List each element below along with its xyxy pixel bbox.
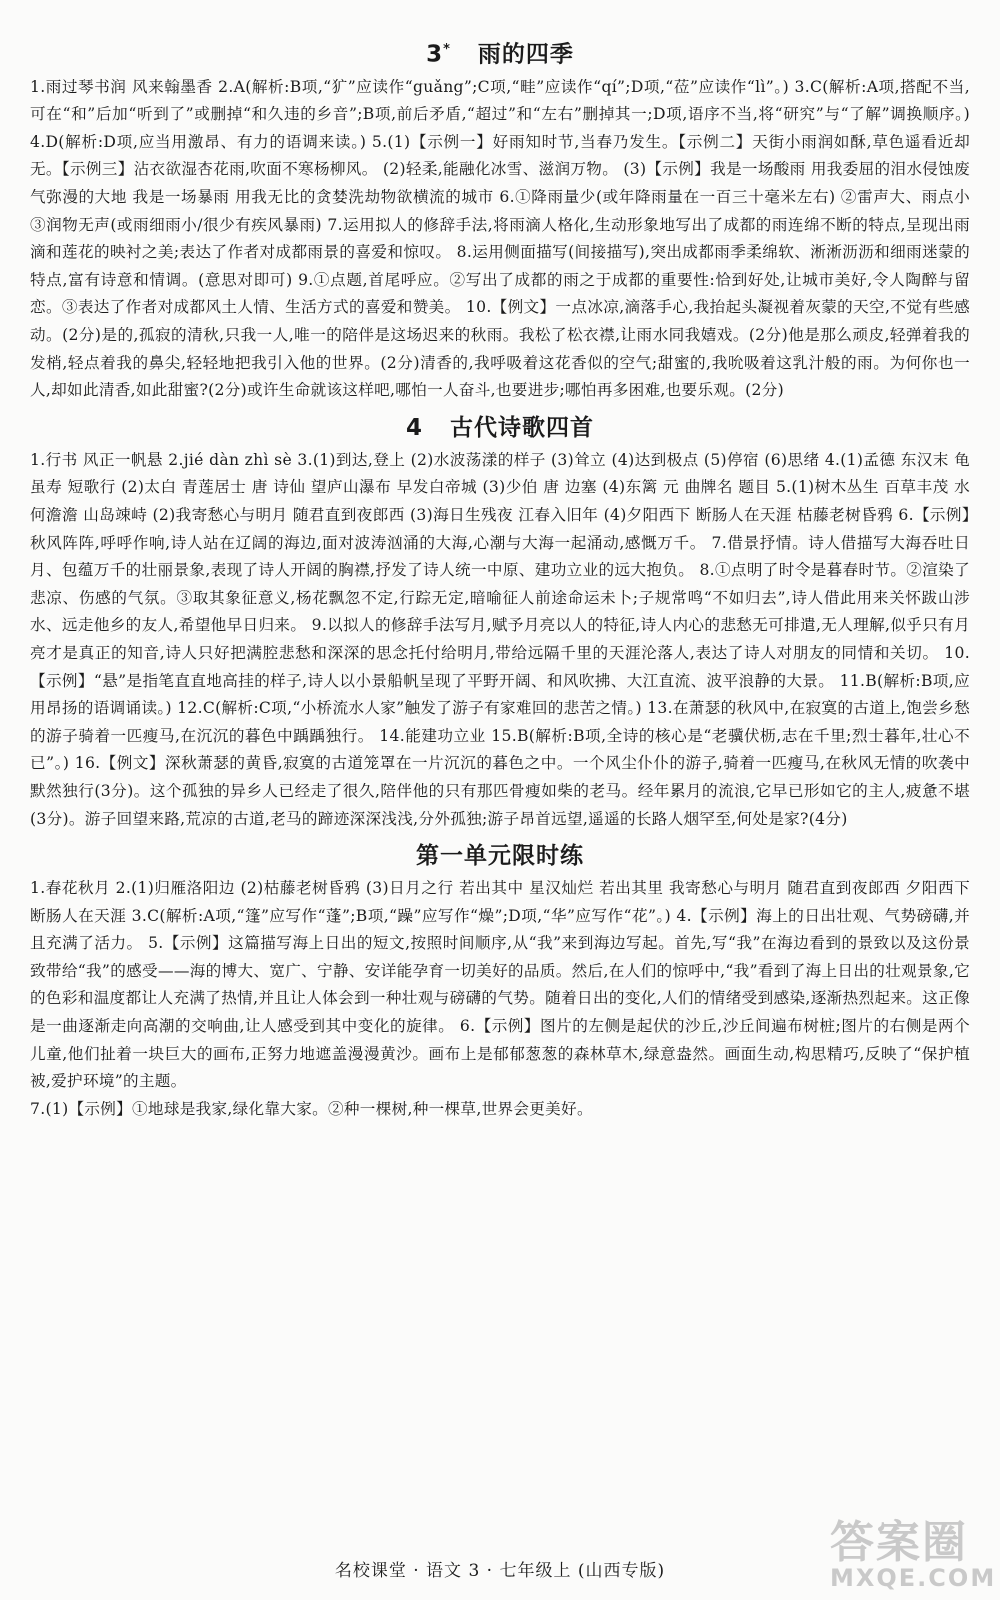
section-title <box>0 839 1000 873</box>
section-title <box>0 411 1000 445</box>
section-body <box>30 447 970 833</box>
answer-paragraph: 1.雨过琴书润 风来翰墨香 2.A(解析:B项,“犷”应读作“guǎng”;C项,“畦”应读作“qí”;D项,“莅”应读作“lì”。) 3.C(解析:A项,搭配不当,可在“和”后加“听到了”或删掉“和久违的乡音”;B项,前后矛盾,“超过”和“左右”删掉其一;D项,语序不当,将“研究”与“了解”调换顺序。) 4.D(解析:D项,应当用激昂、有力的语调来读。) 5.(1)【示例一】好雨知时节,当春乃发生。【示例二】天街小雨润如酥,草色遥看近却无。【示例三】沾衣欲湿杏花雨,吹面不寒杨柳风。 (2)轻柔,能融化冰雪、滋润万物。 (3)【示例】我是一场酸雨 用我委屈的泪水侵蚀废气弥漫的大地 我是一场暴雨 用我无比的贪婪洗劫物欲横流的城市 6.①降雨量少(或年降雨量在一百三十毫米左右) ②雷声大、雨点小 ③润物无声(或雨细雨小/很少有疾风暴雨) 7.运用拟人的修辞手法,将雨滴人格化,生动形象地写出了成都的雨连绵不断的特点,呈现出雨滴和莲花的映衬之美;表达了作者对成都雨景的喜爱和惊叹。 8.运用侧面描写(间接描写),突出成都雨季柔绵软、淅淅沥沥和细雨迷蒙的特点,富有诗意和情调。(意思对即可) 9.①点题,首尾呼应。②写出了成都的雨之于成都的重要性:恰到好处,让城市美好,令人陶醉与留恋。③表达了作者对成都风土人情、生活方式的喜爱和赞美。 10.【例文】一点冰凉,滴落手心,我抬起头凝视着灰蒙的天空,不觉有些感动。(2分)是的,孤寂的清秋,只我一人,唯一的陪伴是这场迟来的秋雨。我松了松衣襟,让雨水同我嬉戏。(2分)他是那么顽皮,轻弹着我的发梢,轻点着我的鼻尖,轻轻地把我引入他的世界。(2分)清香的,我呼吸着这花香似的空气;甜蜜的,我吮吸着这乳汁般的雨。为何你也一人,却如此清香,如此甜蜜?(2分)或许生命就该这样吧,哪怕一人奋斗,也要进步;哪怕再多困难,也要乐观。(2分) <box>30 77 970 400</box>
watermark-url: MXQE.COM <box>830 1564 997 1592</box>
section-body <box>30 74 970 405</box>
section-title-text: 雨的四季 <box>477 41 574 68</box>
section-3 <box>0 0 1000 405</box>
watermark-text: 答案圈 <box>830 1517 968 1568</box>
section-number: 4 <box>405 414 423 441</box>
answer-paragraph: 7.(1)【示例】①地球是我家,绿化靠大家。②种一棵树,种一棵草,世界会更美好。 <box>30 1099 593 1118</box>
answer-paragraph: 1.行书 风正一帆悬 2.jié dàn zhì sè 3.(1)到达,登上 (2)水波荡漾的样子 (3)耸立 (4)达到极点 (5)停宿 (6)思绪 4.(1)孟德 东汉末 龟虽寿 短歌行 (2)太白 青莲居士 唐 诗仙 望庐山瀑布 早发白帝城 (3)少伯 唐 边塞 (4)东篱 元 曲牌名 题目 5.(1)树木丛生 百草丰茂 水何澹澹 山岛竦峙 (2)我寄愁心与明月 随君直到夜郎西 (3)海日生残夜 江春入旧年 (4)夕阳西下 断肠人在天涯 枯藤老树昏鸦 6.【示例】秋风阵阵,呼呼作响,诗人站在辽阔的海边,面对波涛汹涌的大海,心潮与大海一起涌动,感慨万千。 7.借景抒情。诗人借描写大海吞吐日月、包蕴万千的壮丽景象,表现了诗人开阔的胸襟,抒发了诗人统一中原、建功立业的远大抱负。 8.①点明了时令是暮春时节。②渲染了悲凉、伤感的气氛。③取其象征意义,杨花飘忽不定,行踪无定,暗喻征人前途命运未卜;子规常鸣“不如归去”,诗人借此用来关怀跋山涉水、远走他乡的友人,希望他早日归来。 9.以拟人的修辞手法写月,赋予月亮以人的特征,诗人内心的悲愁无可排遣,无人理解,似乎只有月亮才是真正的知音,诗人只好把满腔悲愁和深深的思念托付给明月,带给远隔千里的天涯沦落人,表达了诗人对朋友的同情和关切。 10.【示例】“悬”是指笔直直地高挂的样子,诗人以小景船帆呈现了平野开阔、和风吹拂、大江直流、波平浪静的大景。 11.B(解析:B项,应用昂扬的语调诵读。) 12.C(解析:C项,“小桥流水人家”触发了游子有家难回的悲苦之情。) 13.在萧瑟的秋风中,在寂寞的古道上,饱尝乡愁的游子骑着一匹瘦马,在沉沉的暮色中踽踽独行。 14.能建功立业 15.B(解析:B项,全诗的核心是“老骥伏枥,志在千里;烈士暮年,壮心不已”。) 16.【例文】深秋萧瑟的黄昏,寂寞的古道笼罩在一片沉沉的暮色之中。一个风尘仆仆的游子,骑着一匹瘦马,在秋风无情的吹袭中默然独行(3分)。这个孤独的异乡人已经走了很久,陪伴他的只有那匹骨瘦如柴的老马。经年累月的流浪,它早已形如它的主人,疲惫不堪(3分)。游子回望来路,荒凉的古道,老马的蹄迹深深浅浅,分外孤独;游子昂首远望,遥遥的长路人烟罕至,何处是家?(4分) <box>30 450 970 828</box>
section-title-text: 第一单元限时练 <box>416 843 584 870</box>
optional-mark: * <box>443 42 451 57</box>
section-title <box>0 33 1000 72</box>
page-footer: 名校课堂 · 语文 3 · 七年级上 (山西专版) <box>334 1561 666 1581</box>
section-body <box>30 875 970 1123</box>
answer-paragraph: 1.春花秋月 2.(1)归雁洛阳边 (2)枯藤老树昏鸦 (3)日月之行 若出其中 星汉灿烂 若出其里 我寄愁心与明月 随君直到夜郎西 夕阳西下 断肠人在天涯 3.C(解析:A项,“篷”应写作“蓬”;B项,“躁”应写作“燥”;D项,“华”应写作“花”。) 4.【示例】海上的日出壮观、气势磅礴,并且充满了活力。 5.【示例】这篇描写海上日出的短文,按照时间顺序,从“我”来到海边写起。首先,写“我”在海边看到的景致以及这份景致带给“我”的感受——海的博大、宽广、宁静、安详能孕育一切美好的品质。然后,在人们的惊呼中,“我”看到了海上日出的壮观景象,它的色彩和温度都让人充满了热情,并且让人体会到一种壮观与磅礴的气势。随着日出的变化,人们的情绪受到感染,逐渐热烈起来。这正像是一曲逐渐走向高潮的交响曲,让人感受到其中变化的旋律。 6.【示例】图片的左侧是起伏的沙丘,沙丘间遍布树桩;图片的右侧是两个儿童,他们扯着一块巨大的画布,正努力地遮盖漫漫黄沙。画布上是郁郁葱葱的森林草木,绿意盎然。画面生动,构思精巧,反映了“保护植被,爱护环境”的主题。 <box>30 879 970 1091</box>
watermark-logo <box>830 1517 997 1592</box>
section-title-text: 古代诗歌四首 <box>450 414 595 441</box>
section-number: 3 <box>426 41 444 68</box>
unit-test-section <box>0 839 1000 1123</box>
section-4 <box>0 411 1000 833</box>
